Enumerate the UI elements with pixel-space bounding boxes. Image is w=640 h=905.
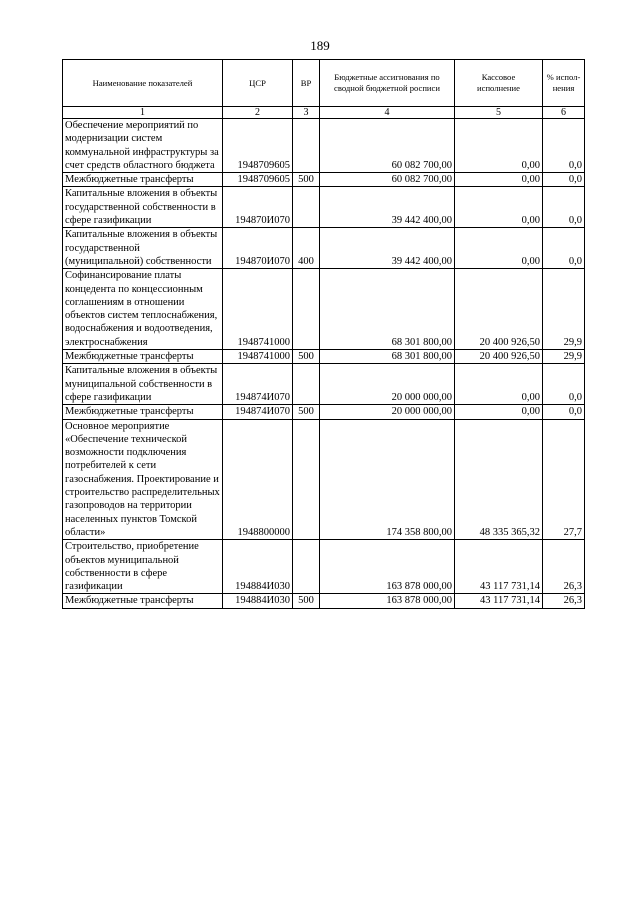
- cash-execution: 0,00: [455, 119, 543, 173]
- vr-code: 500: [293, 173, 320, 187]
- vr-code: [293, 419, 320, 540]
- table-row: [63, 594, 585, 608]
- cash-execution: 20 400 926,50: [455, 350, 543, 364]
- indicator-name: Капитальные вложения в объекты государственной собственности в сфере газификации: [63, 187, 223, 228]
- csr-code: 194870И070: [223, 228, 293, 269]
- col-number: 5: [455, 107, 543, 119]
- header-exec: Кассовое исполнение: [455, 60, 543, 107]
- csr-code: 1948741000: [223, 350, 293, 364]
- vr-code: [293, 187, 320, 228]
- csr-code: 194874И070: [223, 364, 293, 405]
- table-row: [63, 173, 585, 187]
- vr-code: [293, 364, 320, 405]
- budget-amount: 174 358 800,00: [320, 419, 455, 540]
- execution-percent: 0,0: [543, 119, 585, 173]
- header-vr: ВР: [293, 60, 320, 107]
- budget-amount: 163 878 000,00: [320, 594, 455, 608]
- vr-code: [293, 540, 320, 594]
- execution-percent: 0,0: [543, 187, 585, 228]
- col-number: 3: [293, 107, 320, 119]
- table-row: [63, 419, 585, 540]
- col-number: 6: [543, 107, 585, 119]
- vr-code: [293, 119, 320, 173]
- cash-execution: 0,00: [455, 173, 543, 187]
- indicator-name: Межбюджетные трансферты: [63, 594, 223, 608]
- col-number: 2: [223, 107, 293, 119]
- header-budget: Бюджетные ассигнования по сводной бюджетной росписи: [320, 60, 455, 107]
- indicator-name: Обеспечение мероприятий по модернизации систем коммунальной инфраструктуры за счет средств областного бюджета: [63, 119, 223, 173]
- budget-amount: 39 442 400,00: [320, 187, 455, 228]
- budget-execution-table: [62, 59, 585, 609]
- execution-percent: 26,3: [543, 594, 585, 608]
- budget-amount: 68 301 800,00: [320, 350, 455, 364]
- header-pct: % испол-нения: [543, 60, 585, 107]
- table-row: [63, 269, 585, 350]
- csr-code: 1948741000: [223, 269, 293, 350]
- indicator-name: Межбюджетные трансферты: [63, 405, 223, 419]
- header-name: Наименование показателей: [63, 60, 223, 107]
- execution-percent: 29,9: [543, 350, 585, 364]
- cash-execution: 0,00: [455, 405, 543, 419]
- csr-code: 194884И030: [223, 540, 293, 594]
- budget-amount: 68 301 800,00: [320, 269, 455, 350]
- cash-execution: 0,00: [455, 364, 543, 405]
- col-number: 1: [63, 107, 223, 119]
- budget-amount: 20 000 000,00: [320, 405, 455, 419]
- table-row: [63, 187, 585, 228]
- table-row: [63, 364, 585, 405]
- vr-code: [293, 269, 320, 350]
- budget-amount: 20 000 000,00: [320, 364, 455, 405]
- page-number: 189: [310, 38, 330, 53]
- execution-percent: 27,7: [543, 419, 585, 540]
- budget-amount: 163 878 000,00: [320, 540, 455, 594]
- indicator-name: Капитальные вложения в объекты государственной (муниципальной) собственности: [63, 228, 223, 269]
- vr-code: 400: [293, 228, 320, 269]
- cash-execution: 43 117 731,14: [455, 540, 543, 594]
- table-row: [63, 228, 585, 269]
- cash-execution: 0,00: [455, 228, 543, 269]
- table-row: [63, 350, 585, 364]
- budget-amount: 60 082 700,00: [320, 173, 455, 187]
- csr-code: 1948709605: [223, 119, 293, 173]
- csr-code: 194884И030: [223, 594, 293, 608]
- table-row: [63, 119, 585, 173]
- budget-amount: 39 442 400,00: [320, 228, 455, 269]
- vr-code: 500: [293, 405, 320, 419]
- indicator-name: Строительство, приобретение объектов муниципальной собственности в сфере газификации: [63, 540, 223, 594]
- cash-execution: 43 117 731,14: [455, 594, 543, 608]
- execution-percent: 0,0: [543, 364, 585, 405]
- cash-execution: 48 335 365,32: [455, 419, 543, 540]
- column-number-row: [63, 107, 585, 119]
- indicator-name: Основное мероприятие «Обеспечение технической возможности подключения потребителей к сети газоснабжения. Проектирование и строительство распределительных газопроводов на территории населенных пунктов Томской области»: [63, 419, 223, 540]
- table-row: [63, 405, 585, 419]
- csr-code: 1948709605: [223, 173, 293, 187]
- indicator-name: Софинансирование платы концедента по концессионным соглашениям в отношении объектов систем теплоснабжения, водоснабжения и водоотведения, электроснабжения: [63, 269, 223, 350]
- indicator-name: Межбюджетные трансферты: [63, 173, 223, 187]
- csr-code: 194874И070: [223, 405, 293, 419]
- cash-execution: 20 400 926,50: [455, 269, 543, 350]
- vr-code: 500: [293, 594, 320, 608]
- cash-execution: 0,00: [455, 187, 543, 228]
- vr-code: 500: [293, 350, 320, 364]
- execution-percent: 26,3: [543, 540, 585, 594]
- execution-percent: 0,0: [543, 228, 585, 269]
- header-csr: ЦСР: [223, 60, 293, 107]
- execution-percent: 0,0: [543, 405, 585, 419]
- indicator-name: Межбюджетные трансферты: [63, 350, 223, 364]
- execution-percent: 29,9: [543, 269, 585, 350]
- header-row: [63, 60, 585, 107]
- execution-percent: 0,0: [543, 173, 585, 187]
- indicator-name: Капитальные вложения в объекты муниципальной собственности в сфере газификации: [63, 364, 223, 405]
- csr-code: 1948800000: [223, 419, 293, 540]
- table-row: [63, 540, 585, 594]
- col-number: 4: [320, 107, 455, 119]
- budget-amount: 60 082 700,00: [320, 119, 455, 173]
- csr-code: 194870И070: [223, 187, 293, 228]
